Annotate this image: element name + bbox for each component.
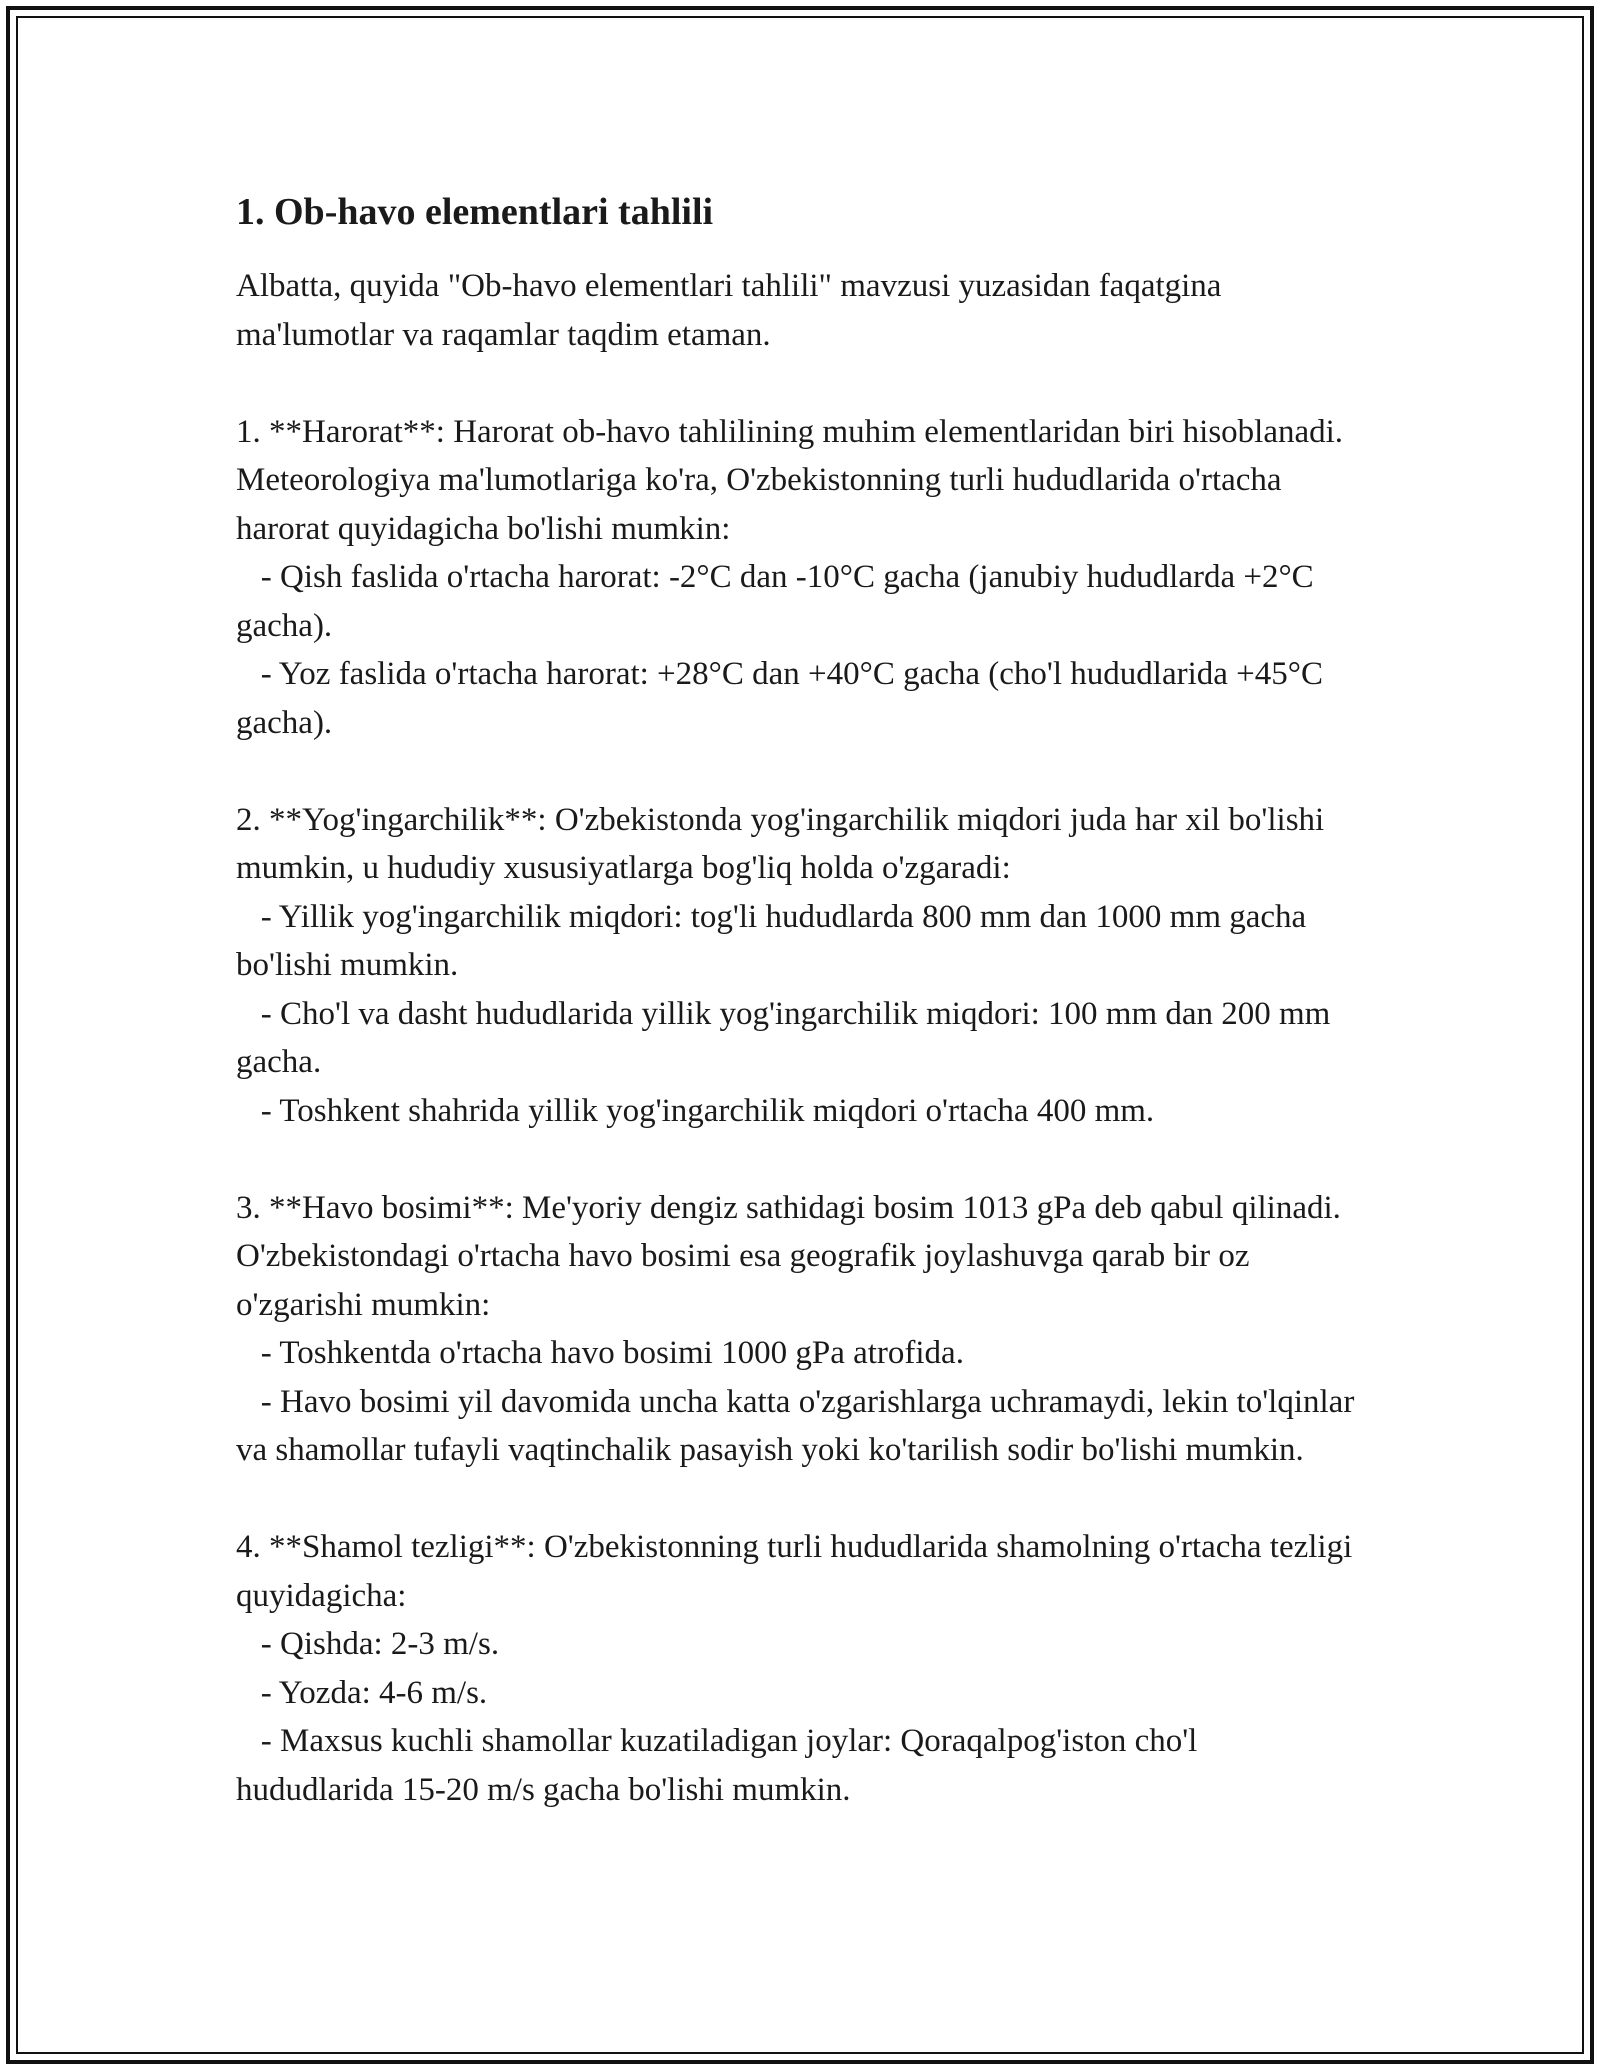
list-item: - Havo bosimi yil davomida uncha katta o'zgarishlarga uchramaydi, lekin to'lqinlar va shamollar tufayli vaqtinchalik pasayish yoki ko'tarilish sodir bo'lishi mumkin. [236,1383,1355,1468]
list-item: - Cho'l va dasht hududlarida yillik yog'ingarchilik miqdori: 100 mm dan 200 mm gacha. [236,995,1331,1080]
section-heading: 3. **Havo bosimi**: Me'yoriy dengiz sathidagi bosim 1013 gPa deb qabul qilinadi. O'zbekistondagi o'rtacha havo bosimi esa geografik joylashuvga qarab bir oz o'zgarishi mumkin: [236,1189,1341,1323]
section-heading: 4. **Shamol tezligi**: O'zbekistonning turli hududlarida shamolning o'rtacha tezligi quyidagicha: [236,1529,1353,1614]
list-item: - Toshkentda o'rtacha havo bosimi 1000 gPa atrofida. [260,1335,964,1371]
section-heading: 1. **Harorat**: Harorat ob-havo tahlilining muhim elementlaridan biri hisoblanadi. Meteorologiya ma'lumotlariga ko'ra, O'zbekistonning turli hududlarida o'rtacha harorat quyidagicha bo'lishi mumkin: [236,413,1344,547]
section-wind-speed [236,1523,1356,1814]
list-item: - Yoz faslida o'rtacha harorat: +28°C dan +40°C gacha (cho'l hududlarida +45°C gacha). [236,656,1323,741]
list-item: - Yillik yog'ingarchilik miqdori: tog'li hududlarda 800 mm dan 1000 mm gacha bo'lishi mumkin. [236,898,1307,983]
intro-paragraph: Albatta, quyida "Ob-havo elementlari tahlili" mavzusi yuzasidan faqatgina ma'lumotlar va raqamlar taqdim etaman. [236,268,1222,353]
document-title: 1. Ob-havo elementlari tahlili [236,191,714,233]
list-item: - Maxsus kuchli shamollar kuzatiladigan joylar: Qoraqalpog'iston cho'l hududlarida 15-20 m/s gacha bo'lishi mumkin. [236,1723,1198,1808]
list-item: - Yozda: 4-6 m/s. [260,1674,488,1711]
section-temperature [236,408,1356,748]
document-body [236,188,1356,1814]
spacer [236,1135,1356,1184]
spacer [236,747,1356,796]
list-item: - Toshkent shahrida yillik yog'ingarchilik miqdori o'rtacha 400 mm. [260,1092,1155,1129]
section-precipitation [236,796,1356,1136]
section-heading: 2. **Yog'ingarchilik**: O'zbekistonda yog'ingarchilik miqdori juda har xil bo'lishi mumkin, u hududiy xususiyatlarga bog'liq holda o'zgaradi: [236,801,1325,886]
spacer [236,1475,1356,1524]
list-item: - Qish faslida o'rtacha harorat: -2°C dan -10°C gacha (janubiy hududlarda +2°C gacha). [236,559,1314,644]
spacer [236,359,1356,408]
section-air-pressure [236,1184,1356,1475]
list-item: - Qishda: 2-3 m/s. [260,1626,500,1662]
